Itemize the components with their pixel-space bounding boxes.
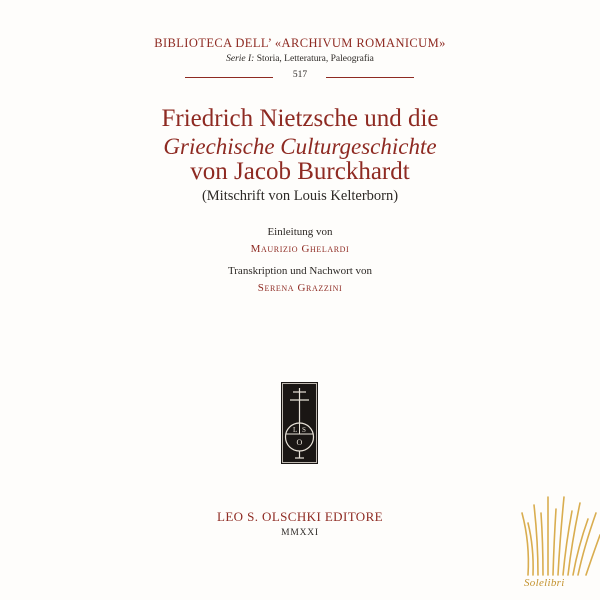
series-subjects: Storia, Letteratura, Paleografia <box>254 54 374 64</box>
emblem-letter-l: L <box>293 426 298 434</box>
publisher-emblem <box>281 382 318 464</box>
title-line-3: von Jacob Burckhardt <box>190 158 410 185</box>
transcription-label: Transkription und Nachwort von <box>227 265 373 277</box>
transcription-author: Serena Grazzini <box>257 282 343 294</box>
series-number: 517 <box>292 70 308 80</box>
title-line-2: Griechische Culturgeschichte <box>163 134 437 159</box>
series-title: BIBLIOTECA DELL’ «ARCHIVUM ROMANICUM» <box>154 36 446 50</box>
solelibri-imprint: Solelibri <box>524 577 565 589</box>
introduction-author: Maurizio Ghelardi <box>250 243 350 255</box>
divider-right <box>326 77 414 78</box>
title-line-1: Friedrich Nietzsche und die <box>161 105 439 132</box>
subtitle: (Mitschrift von Louis Kelterborn) <box>201 188 399 204</box>
publication-year: MMXXI <box>281 528 319 538</box>
emblem-letter-s: S <box>302 426 306 434</box>
emblem-letter-o: O <box>296 438 303 447</box>
series-label: Serie I: <box>226 54 255 64</box>
solelibri-sun-logo-icon <box>520 483 600 583</box>
series-subtitle <box>0 54 600 64</box>
publisher-name: LEO S. OLSCHKI EDITORE <box>217 509 383 524</box>
introduction-label: Einleitung von <box>267 226 333 238</box>
emblem-icon <box>281 382 318 464</box>
